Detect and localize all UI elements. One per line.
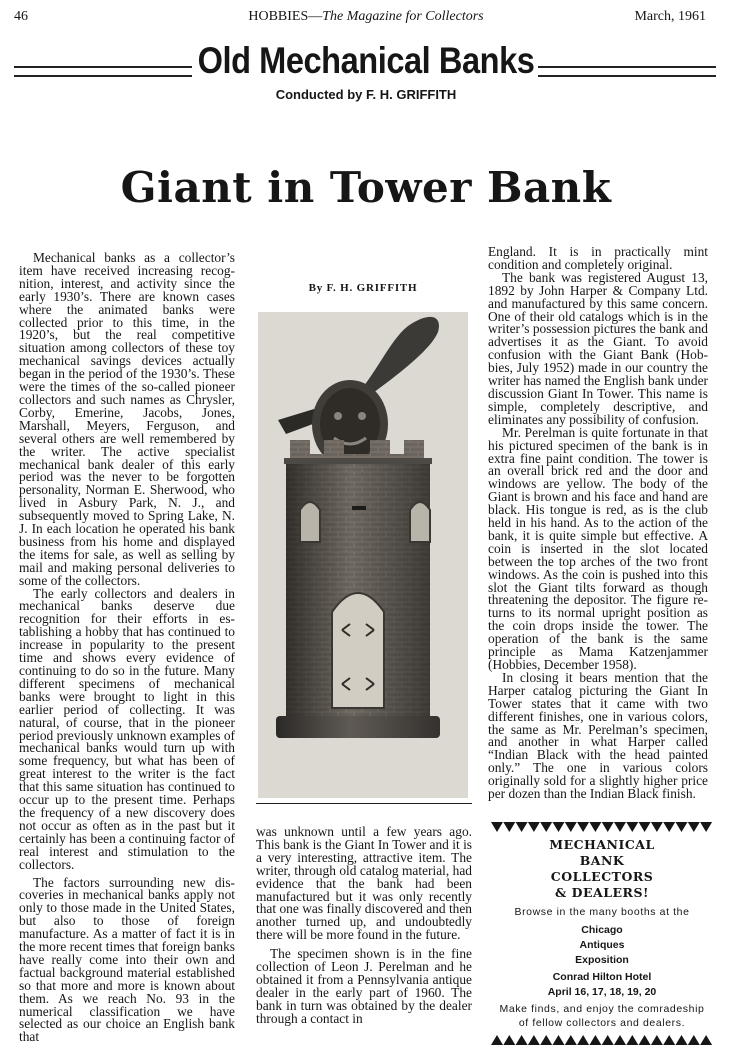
issue-date: March, 1961 [634, 9, 706, 24]
border-triangle [651, 822, 663, 832]
ad-headline-3: COLLECTORS [550, 869, 654, 884]
paragraph: In closing it bears mention that the Harper catalog picturing the Giant In Tower states that it came with two different finishes, one in various colors, the same as Mr. Perelman’s specimen, and another in what Harper called “Indian Black with the head painted only.” The one in various colors originally sold for a slightly higher price per dozen than the Indian Black finish. [488, 669, 708, 802]
ad-show-type: Exposition [575, 954, 629, 966]
border-triangle [577, 1035, 589, 1045]
article-column-1 [19, 252, 235, 1044]
border-triangle [553, 822, 565, 832]
paragraph: The bank was registered August 13, 1892 by John Harper & Company Ltd. and manufactured by this same concern. One of their old catalogs which is in the writer’s possession pictures the bank and advertises it as the Giant. To avoid confusion with the Giant Bank (Hobbies, July 1952) made in our country the writer has named the English bank under discussion Giant In Tower. This name is simple, completely descriptive, and eliminates any possibility of confusion. [488, 269, 708, 427]
paragraph: was unknown until a few years ago. This bank is the Giant In Tower and it is a very interesting, attractive item. The writer, through old catalog material, had evidence that the bank had been manufactured but it was only recently that one was finally discovered and then another turned up, and undoubtedly there will be more found in the future. [256, 824, 472, 943]
border-triangle [589, 1035, 601, 1045]
border-triangle [639, 1035, 651, 1045]
paragraph: The specimen shown is in the fine collection of Leon J. Perelman and he obtained it from a Pennsylvania antique dealer in the early part of 1960. The bank in turn was obtained by the dealer through a contact in [256, 946, 472, 1026]
border-triangle [676, 822, 688, 832]
ad-dates: April 16, 17, 18, 19, 20 [547, 986, 657, 998]
border-triangle [577, 822, 589, 832]
border-triangle [516, 1035, 528, 1045]
ad-city: Chicago [581, 924, 623, 936]
article-column-2 [256, 826, 472, 1026]
border-triangle [528, 822, 540, 832]
border-triangle [589, 822, 601, 832]
border-triangle [602, 822, 614, 832]
page-number: 46 [14, 9, 28, 24]
border-triangle [626, 822, 638, 832]
border-triangle [565, 822, 577, 832]
paragraph: The early collectors and dealers in mechanical banks deserve due recognition for their efforts in establishing a hobby that has continued to increase in popularity to the present time and shows every evidence of continuing to do so in the future. Many different specimens of mechanical banks were brought to light in this earlier period of collecting. It was natural, of course, that in the pioneer period previously unknown examples of mechanical banks would turn up with some frequency, but what has been of great interest to the writer is the fact that this same situation has continued to occur up to the present time. Perhaps the frequency of a new discovery does not occur as often as in the past but it certainly has been a continuing factor of real interest and stimulation to the collectors. [19, 585, 235, 872]
article-byline: By F. H. GRIFFITH [308, 282, 418, 294]
department-title: Old Mechanical Banks [197, 40, 535, 81]
article-column-3 [488, 246, 708, 801]
border-triangle [626, 1035, 638, 1045]
border-triangle [663, 1035, 675, 1045]
border-triangle [688, 822, 700, 832]
border-triangle [491, 822, 503, 832]
border-triangle [503, 822, 515, 832]
border-triangle [602, 1035, 614, 1045]
border-triangle [528, 1035, 540, 1045]
border-triangle [553, 1035, 565, 1045]
paragraph: Mechanical banks as a collector’s item have received increasing recognition, interest, and activity since the early 1930’s. There are known cases where the animated banks were collected prior to this time, in the 1920’s, but the real competitive situation among collectors of these toy mechanical savings devices actually began in the period of the 1930’s. These were the times of the so-called pioneer collectors and such names as Chrysler, Corby, Emerine, Jacobs, Jones, Marshall, Meyers, Ferguson, and several others are well remembered by the writer. The active specialist mechanical bank dealer of this early period was the never to be forgotten personality, Norman E. Sherwood, who lived in Asbury Park, N. J., and subsequently moved to Spring Lake, N. J. In each location he operated his bank business from his home and displayed the items for sale, as well as selling by mail and making personal deliveries to some of the collectors. [19, 250, 235, 588]
ad-show-name: Antiques [579, 939, 625, 951]
ad-text: Make finds, and enjoy the comradeship [499, 1003, 705, 1015]
running-header: HOBBIES—The Magazine for Collectors [248, 9, 484, 24]
magazine-tagline: The Magazine for Collectors [322, 9, 484, 24]
border-triangle [516, 822, 528, 832]
border-triangle [676, 1035, 688, 1045]
border-triangle [688, 1035, 700, 1045]
ad-text: Browse in the many booths at the [514, 906, 690, 918]
border-triangle [700, 1035, 712, 1045]
paragraph: The factors surrounding new discoveries in mechanical banks apply not only to those made in the United States, but also to those of foreign manufacture. As a matter of fact it is in the more recent times that foreign banks have really come into their own and factual background material established so that more and more is known about them. As we reach No. 93 in the numerical classification we have selected as our choice an English bank that [19, 874, 235, 1045]
border-triangle [700, 822, 712, 832]
ad-venue: Conrad Hilton Hotel [552, 971, 652, 983]
ad-headline-4: & DEALERS! [555, 885, 649, 900]
article-title: Giant in Tower Bank [120, 163, 612, 212]
border-triangle [565, 1035, 577, 1045]
border-triangle [540, 822, 552, 832]
triangle-border-top [491, 821, 713, 833]
paragraph: England. It is in practically mint condition and completely original. [488, 244, 708, 272]
magazine-name: HOBBIES [248, 9, 309, 24]
ad-headline-1: MECHANICAL [549, 837, 655, 852]
border-triangle [503, 1035, 515, 1045]
border-triangle [663, 822, 675, 832]
exposition-advertisement [491, 818, 713, 1028]
border-triangle [639, 822, 651, 832]
department-byline: Conducted by F. H. GRIFFITH [275, 87, 457, 102]
ad-text: of fellow collectors and dealers. [518, 1017, 686, 1029]
triangle-border-bottom [491, 1034, 713, 1046]
border-triangle [614, 822, 626, 832]
border-triangle [491, 1035, 503, 1045]
bank-photo [258, 312, 468, 798]
paragraph: Mr. Perelman is quite fortunate in that his pictured specimen of the bank is in extra fine paint condition. The tower is an overall brick red and the door and windows are yellow. The body of the Giant is brown and his face and hand are black. His tongue is red, as is the club held in his hand. As to the action of the bank, it is quite simple but effective. A coin is inserted in the slot located between the top arches of the two front windows. As the coin is pushed into this slot the Giant tilts forward as though threatening the depositor. The figure returns to its normal upright position as the coin drops inside the tower. The operation of the bank is the same principle as Mama Katzenjammer (Hobbies, December 1958). [488, 424, 708, 672]
border-triangle [540, 1035, 552, 1045]
column-divider [256, 803, 472, 804]
ad-headline-2: BANK [579, 853, 625, 868]
border-triangle [614, 1035, 626, 1045]
border-triangle [651, 1035, 663, 1045]
